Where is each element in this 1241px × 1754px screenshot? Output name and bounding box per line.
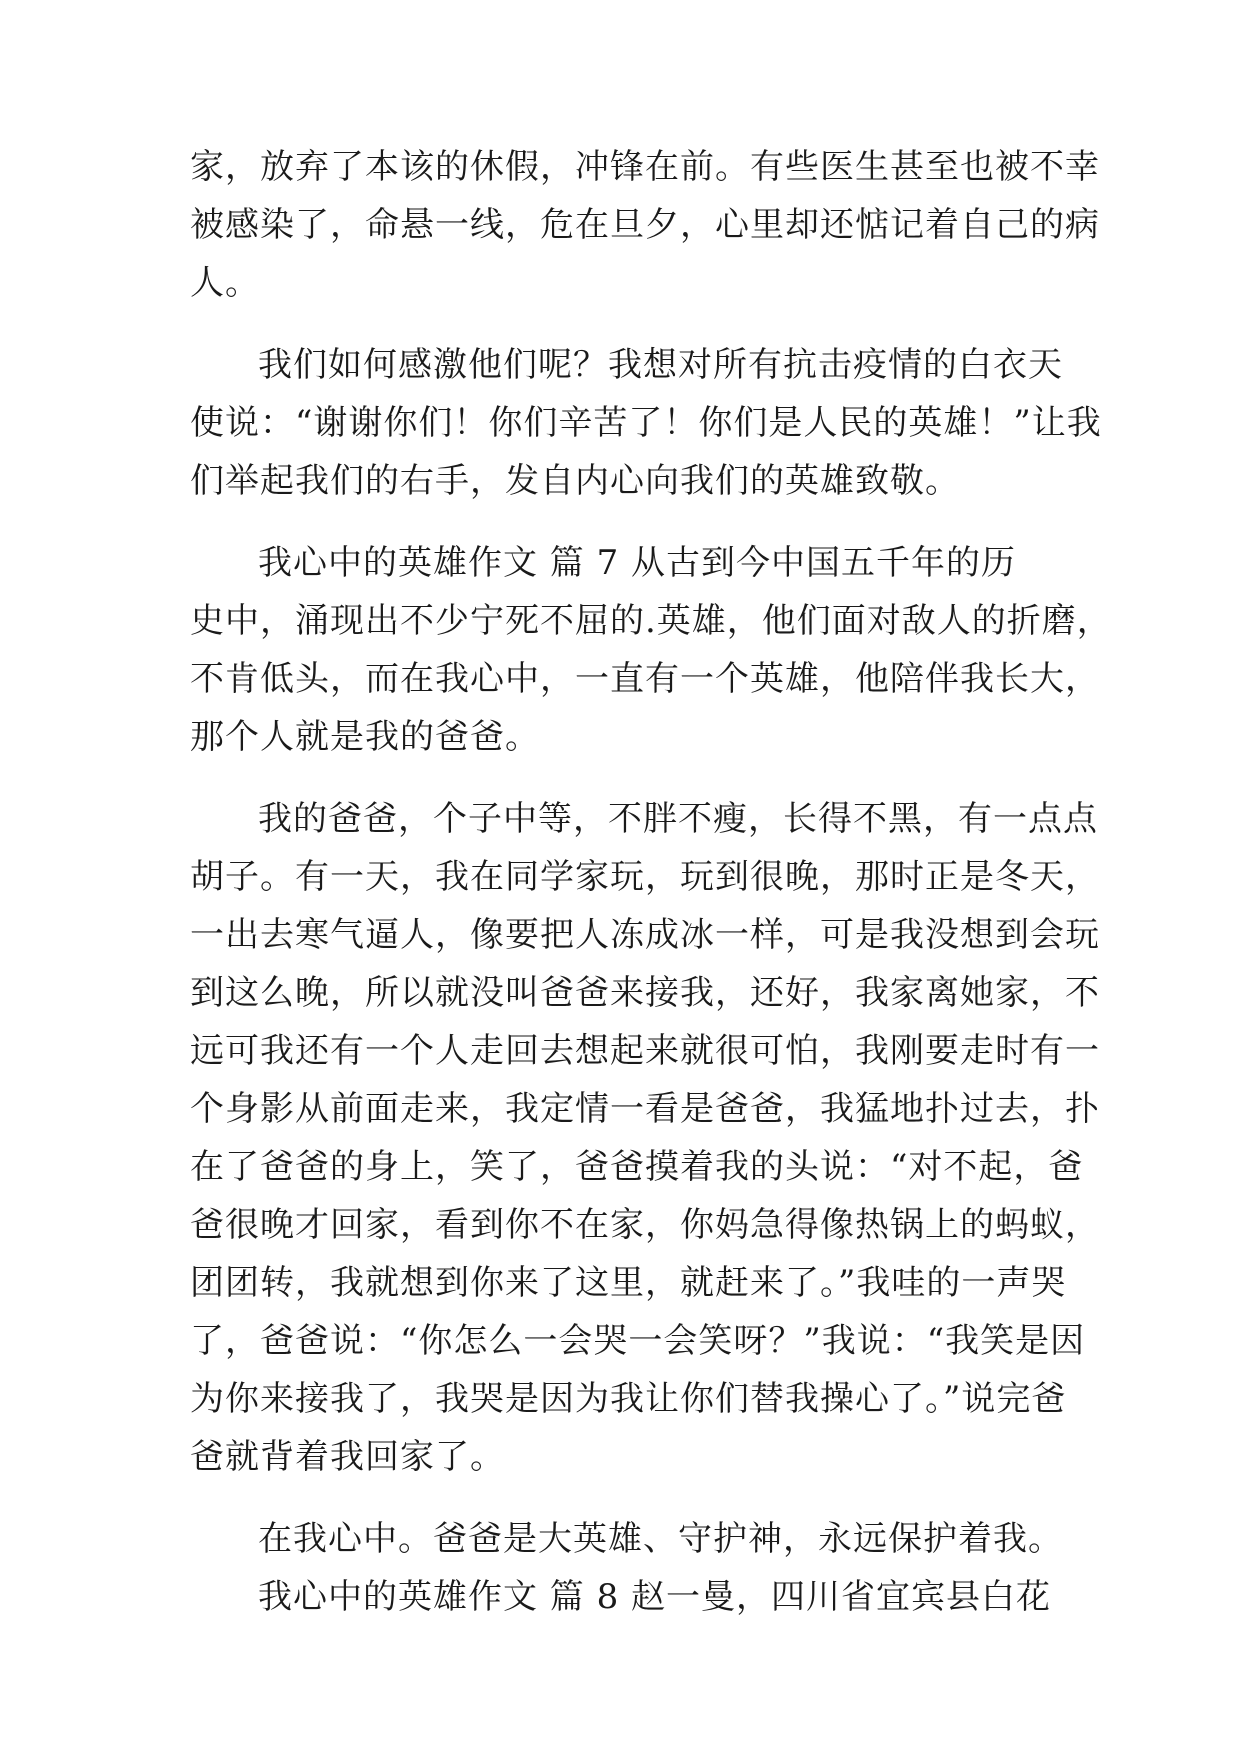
text-line: 在了爸爸的身上，笑了，爸爸摸着我的头说：“对不起，爸	[190, 1147, 1084, 1187]
text-line: 一出去寒气逼人，像要把人冻成冰一样，可是我没想到会玩	[190, 915, 1100, 955]
text-line: 远可我还有一个人走回去想起来就很可怕，我刚要走时有一	[190, 1031, 1100, 1071]
text-line: 家，放弃了本该的休假，冲锋在前。有些医生甚至也被不幸	[190, 147, 1100, 187]
text-line: 使说：“谢谢你们！你们辛苦了！你们是人民的英雄！”让我	[190, 403, 1102, 443]
text-line: 我们如何感激他们呢？我想对所有抗击疫情的白衣天	[258, 345, 1063, 385]
section-heading-8: 我心中的英雄作文 篇 8 赵一曼，四川省宜宾县白花	[258, 1577, 1052, 1617]
text-line: 在我心中。爸爸是大英雄、守护神，永远保护着我。	[258, 1519, 1063, 1559]
text-line: 人。	[190, 263, 260, 303]
text-line: 个身影从前面走来，我定情一看是爸爸，我猛地扑过去，扑	[190, 1089, 1100, 1129]
text-line: 史中，涌现出不少宁死不屈的.英雄，他们面对敌人的折磨，	[190, 601, 1112, 641]
text-line: 团团转，我就想到你来了这里，就赶来了。”我哇的一声哭	[190, 1263, 1067, 1303]
text-line: 爸很晚才回家，看到你不在家，你妈急得像热锅上的蚂蚁，	[190, 1205, 1100, 1245]
text-line: 到这么晚，所以就没叫爸爸来接我，还好，我家离她家，不	[190, 973, 1100, 1013]
text-line: 不肯低头，而在我心中，一直有一个英雄，他陪伴我长大，	[190, 659, 1100, 699]
section-heading-7: 我心中的英雄作文 篇 7 从古到今中国五千年的历	[258, 543, 1017, 583]
text-line: 胡子。有一天，我在同学家玩，玩到很晚，那时正是冬天，	[190, 857, 1100, 897]
text-line: 被感染了，命悬一线，危在旦夕，心里却还惦记着自己的病	[190, 205, 1100, 245]
text-line: 了，爸爸说：“你怎么一会哭一会笑呀？”我说：“我笑是因	[190, 1321, 1086, 1361]
text-line: 爸就背着我回家了。	[190, 1437, 505, 1477]
text-line: 那个人就是我的爸爸。	[190, 717, 540, 757]
text-line: 们举起我们的右手，发自内心向我们的英雄致敬。	[190, 461, 960, 501]
text-line: 我的爸爸，个子中等，不胖不瘦，长得不黑，有一点点	[258, 799, 1098, 839]
text-line: 为你来接我了，我哭是因为我让你们替我操心了。”说完爸	[190, 1379, 1067, 1419]
